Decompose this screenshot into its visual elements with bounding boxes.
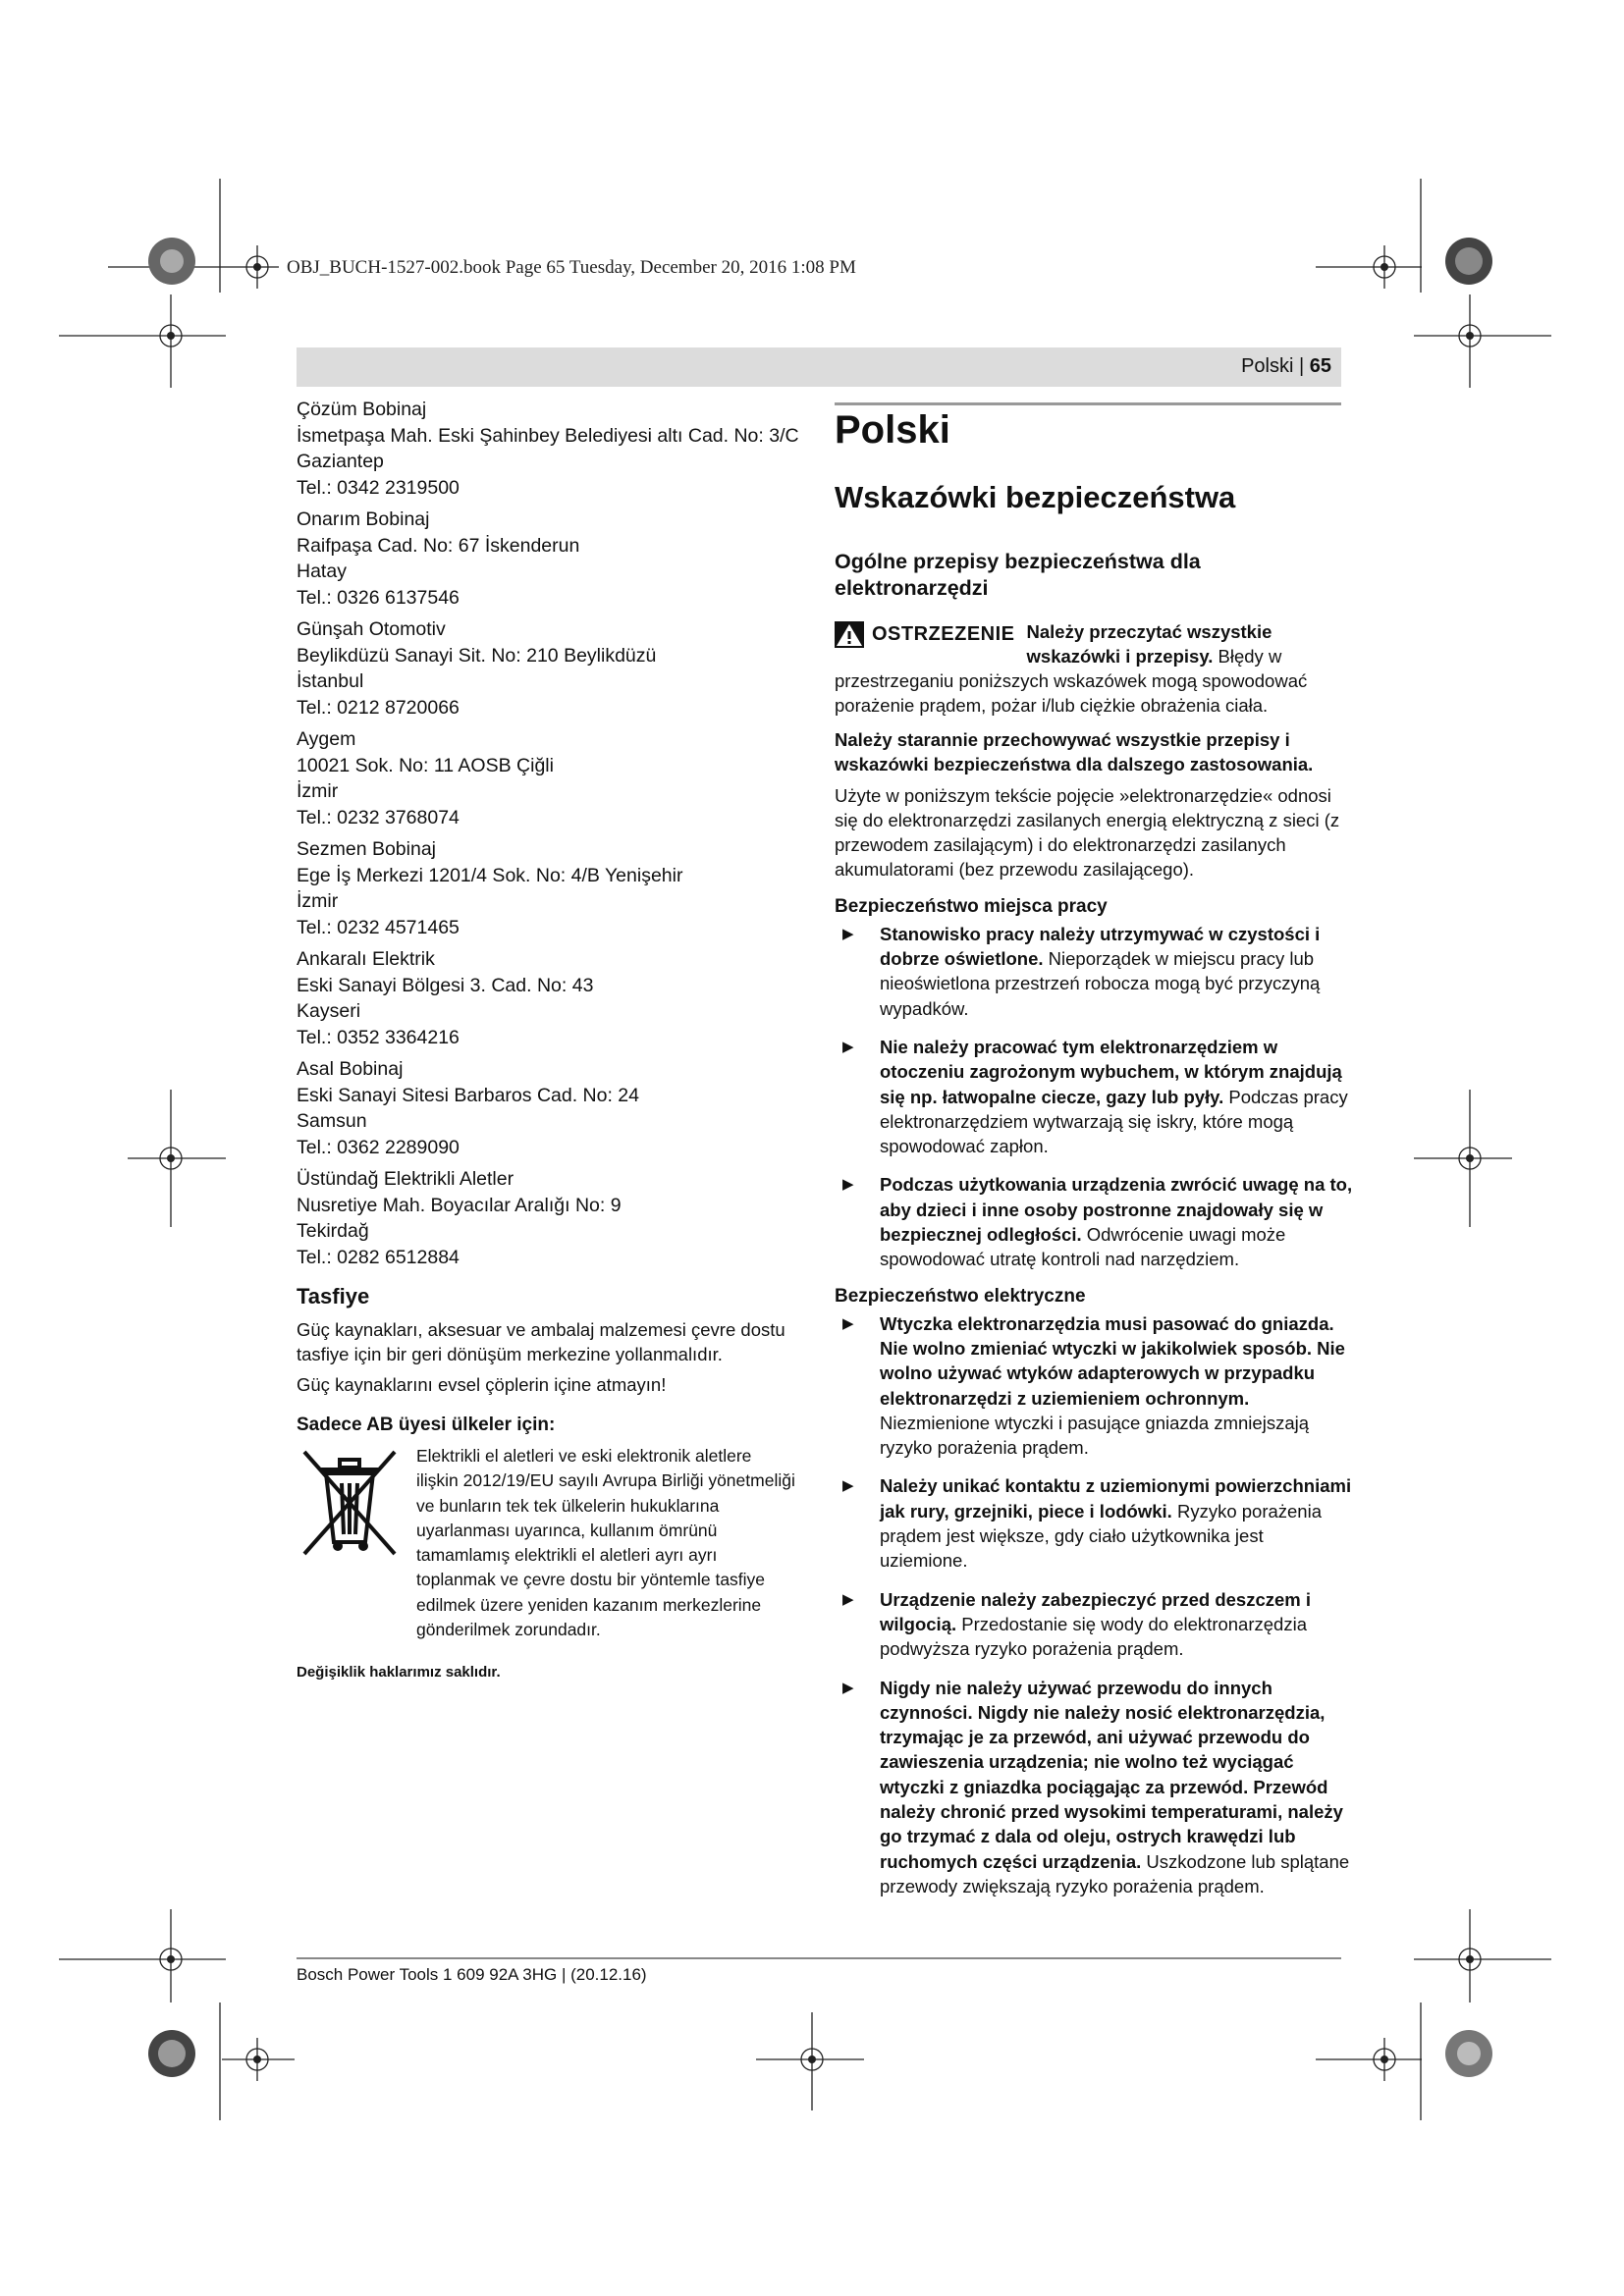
bullet-arrow-icon: ▶ bbox=[842, 925, 854, 942]
bullet-arrow-icon: ▶ bbox=[842, 1590, 854, 1608]
page-header-bar bbox=[297, 347, 1341, 387]
address-block bbox=[297, 616, 797, 721]
electrical-item bbox=[835, 1473, 1353, 1573]
address-line: İstanbul bbox=[297, 670, 364, 692]
address-line: Nusretiye Mah. Boyacılar Aralığı No: 9 bbox=[297, 1194, 622, 1216]
warning-block bbox=[835, 619, 1353, 718]
electrical-item-text: Przedostanie się wody do elektronarzędzia podwyższa ryzyko porażenia prądem. bbox=[880, 1613, 1307, 1660]
address-line: Hatay bbox=[297, 561, 347, 582]
address-line: Gaziantep bbox=[297, 451, 384, 472]
disposal-warning: Güç kaynaklarını evsel çöplerin içine atmayın! bbox=[297, 1374, 667, 1395]
electrical-item-bold: Należy unikać kontaktu z uziemionymi powierzchniami jak rury, grzejniki, piece i lodówki. bbox=[880, 1475, 1352, 1522]
work-area-item bbox=[835, 1172, 1353, 1271]
address-line: Kayseri bbox=[297, 1000, 361, 1022]
bullet-arrow-icon: ▶ bbox=[842, 1038, 854, 1055]
address-block bbox=[297, 507, 797, 611]
address-line: Günşah Otomotiv bbox=[297, 618, 446, 640]
address-line: Onarım Bobinaj bbox=[297, 508, 430, 530]
electrical-item bbox=[835, 1587, 1353, 1662]
address-block bbox=[297, 1056, 797, 1160]
header-language: Polski bbox=[1241, 355, 1294, 377]
keep-instructions-bold: Należy starannie przechowywać wszystkie przepisy i wskazówki bezpieczeństwa dla dalszego zastosowania. bbox=[835, 729, 1314, 775]
disposal-title: Tasfiye bbox=[297, 1284, 370, 1308]
definition-paragraph: Użyte w poniższym tekście pojęcie »elektronarzędzie« odnosi się do elektronarzędzi zasilanych energią elektryczną z sieci (z przewodem zasilającym) i do elektronarzędzi zasilanych akumulatorami (bez przewodu zasilającego). bbox=[835, 784, 1340, 881]
address-line: Beylikdüzü Sanayi Sit. No: 210 Beylikdüzü bbox=[297, 644, 657, 667]
address-line: Aygem bbox=[297, 728, 356, 750]
bullet-arrow-icon: ▶ bbox=[842, 1176, 854, 1194]
warning-badge bbox=[835, 621, 1015, 648]
electrical-item-text: Uszkodzone lub splątane przewody zwiększają ryzyko porażenia prądem. bbox=[880, 1850, 1350, 1896]
address-block bbox=[297, 836, 797, 940]
footer: Bosch Power Tools 1 609 92A 3HG | (20.12.16) bbox=[297, 1965, 647, 1984]
work-area-item-bold: Podczas użytkowania urządzenia zwrócić uwagę na to, aby dzieci i inne osoby postronne znajdowały się w bezpiecznej odległości. bbox=[880, 1174, 1353, 1246]
work-area-item-text: Podczas pracy elektronarzędziem wytwarzają się iskry, które mogą spowodować zapłon. bbox=[880, 1086, 1348, 1157]
address-line: Tel.: 0232 4571465 bbox=[297, 916, 460, 938]
address-line: Samsun bbox=[297, 1110, 367, 1132]
bullet-arrow-icon: ▶ bbox=[842, 1314, 854, 1332]
work-area-item-text: Odwrócenie uwagi może spowodować utratę kontroli nad narzędziem. bbox=[880, 1224, 1286, 1270]
page-header bbox=[1241, 355, 1331, 378]
address-line: Tekirdağ bbox=[297, 1220, 369, 1242]
electrical-item-bold: Urządzenie należy zabezpieczyć przed deszczem i wilgocią. bbox=[880, 1588, 1312, 1634]
bullet-arrow-icon: ▶ bbox=[842, 1477, 854, 1495]
language-title: Polski bbox=[835, 408, 950, 452]
address-line: Sezmen Bobinaj bbox=[297, 838, 437, 860]
eu-title: Sadece AB üyesi ülkeler için: bbox=[297, 1415, 556, 1435]
address-line: Tel.: 0326 6137546 bbox=[297, 586, 460, 609]
address-line: İzmir bbox=[297, 890, 339, 912]
electrical-item-text: Niezmienione wtyczki i pasujące gniazda zmniejszają ryzyko porażenia prądem. bbox=[880, 1412, 1310, 1459]
electrical-item bbox=[835, 1676, 1353, 1899]
address-line: 10021 Sok. No: 11 AOSB Çiğli bbox=[297, 754, 554, 776]
address-line: Tel.: 0282 6512884 bbox=[297, 1246, 460, 1268]
weee-text: Elektrikli el aletleri ve eski elektronik aletlere ilişkin 2012/19/EU sayılı Avrupa Birliği yönetmeliği ve bunların tek tek ülkelerin hukuklarına uyarlanması uyarınca, kullanım ömrünü tamamlamış elektrikli el aletleri ayrı ayrı toplanmak ve çevre dostu bir yöntemle tasfiye edilmek üzere yeniden kazanım merkezlerine gönderilmek zorundadır. bbox=[416, 1446, 795, 1640]
electrical-item bbox=[835, 1311, 1353, 1461]
address-line: Üstündağ Elektrikli Aletler bbox=[297, 1168, 514, 1190]
warning-bold: Należy przeczytać wszystkie wskazówki i przepisy. bbox=[1026, 621, 1272, 667]
address-line: Eski Sanayi Bölgesi 3. Cad. No: 43 bbox=[297, 974, 594, 996]
warning-word: OSTRZEZENIE bbox=[872, 623, 1015, 645]
address-line: Tel.: 0212 8720066 bbox=[297, 696, 460, 719]
work-area-item-text: Nieporządek w miejscu pracy lub nieoświetlona przestrzeń robocza mogą być przyczyną wypadków. bbox=[880, 948, 1321, 1019]
safety-title: Wskazówki bezpieczeństwa bbox=[835, 480, 1236, 514]
work-area-list bbox=[835, 922, 1353, 1272]
electrical-title: Bezpieczeństwo elektryczne bbox=[835, 1285, 1086, 1307]
address-line: Tel.: 0232 3768074 bbox=[297, 806, 460, 828]
work-area-item-bold: Nie należy pracować tym elektronarzędziem w otoczeniu zagrożonym wybuchem, w którym znajdują się np. łatwopalne ciecze, gazy lub pyły. bbox=[880, 1036, 1342, 1107]
address-block bbox=[297, 946, 797, 1050]
address-list bbox=[297, 397, 797, 1270]
reservation-note: Değişiklik haklarımız saklıdır. bbox=[297, 1664, 501, 1682]
page-number: 65 bbox=[1309, 355, 1331, 377]
warning-triangle-icon bbox=[835, 621, 864, 648]
address-block bbox=[297, 397, 797, 501]
address-block bbox=[297, 1166, 797, 1270]
file-header: OBJ_BUCH-1527-002.book Page 65 Tuesday, December 20, 2016 1:08 PM bbox=[287, 257, 856, 278]
electrical-item-bold: Wtyczka elektronarzędzia musi pasować do gniazda. Nie wolno zmieniać wtyczki w jakikolwiek sposób. Nie wolno używać wtyków adapterowych w przypadku elektronarzędzi z uziemieniem ochronnym. bbox=[880, 1312, 1345, 1409]
work-area-item bbox=[835, 1035, 1353, 1158]
footer-rule bbox=[297, 1957, 1341, 1959]
address-line: Eski Sanayi Sitesi Barbaros Cad. No: 24 bbox=[297, 1084, 640, 1106]
address-line: Tel.: 0352 3364216 bbox=[297, 1026, 460, 1048]
work-area-item bbox=[835, 922, 1353, 1021]
address-line: Çözüm Bobinaj bbox=[297, 399, 427, 420]
work-area-item-bold: Stanowisko pracy należy utrzymywać w czystości i dobrze oświetlone. bbox=[880, 923, 1321, 970]
address-line: Raifpaşa Cad. No: 67 İskenderun bbox=[297, 534, 580, 557]
general-safety-title: Ogólne przepisy bezpieczeństwa dla elektronarzędzi bbox=[835, 550, 1201, 600]
address-line: Ankaralı Elektrik bbox=[297, 948, 435, 970]
address-line: Asal Bobinaj bbox=[297, 1058, 404, 1080]
address-line: Tel.: 0362 2289090 bbox=[297, 1136, 460, 1158]
electrical-item-text: Ryzyko porażenia prądem jest większe, gdy ciało użytkownika jest uziemione. bbox=[880, 1500, 1322, 1572]
address-line: Tel.: 0342 2319500 bbox=[297, 476, 460, 499]
electrical-list bbox=[835, 1311, 1353, 1899]
bullet-arrow-icon: ▶ bbox=[842, 1679, 854, 1696]
warning-text: Błędy w przestrzeganiu poniższych wskazówek mogą spowodować porażenie prądem, pożar i/lub ciężkie obrażenia ciała. bbox=[835, 646, 1308, 716]
address-line: İsmetpaşa Mah. Eski Şahinbey Belediyesi altı Cad. No: 3/C bbox=[297, 424, 799, 447]
keep-instructions bbox=[835, 727, 1353, 777]
header-separator: | bbox=[1293, 355, 1310, 377]
address-block bbox=[297, 726, 797, 830]
left-column bbox=[297, 397, 797, 1681]
address-line: Ege İş Merkezi 1201/4 Sok. No: 4/B Yenişehir bbox=[297, 864, 683, 886]
right-column bbox=[835, 402, 1353, 1912]
weee-block bbox=[297, 1444, 797, 1642]
electrical-item-bold: Nigdy nie należy używać przewodu do innych czynności. Nigdy nie należy nosić elektronarzędzia, trzymając je za przewód, ani używać przewodu do zawieszenia urządzenia; nie wolno też wyciągać wtyczki z gniazdka pociągając za przewód. Przewód należy chronić przed wysokimi temperaturami, należy go trzymać z dala od oleju, ostrych krawędzi lub ruchomych części urządzenia. bbox=[880, 1677, 1343, 1872]
address-line: İzmir bbox=[297, 780, 339, 802]
disposal-paragraph: Güç kaynakları, aksesuar ve ambalaj malzemesi çevre dostu tasfiye için bir geri dönüşüm merkezine yollanmalıdır. bbox=[297, 1319, 785, 1364]
work-area-title: Bezpieczeństwo miejsca pracy bbox=[835, 895, 1108, 917]
crossed-bin-icon bbox=[297, 1444, 403, 1562]
